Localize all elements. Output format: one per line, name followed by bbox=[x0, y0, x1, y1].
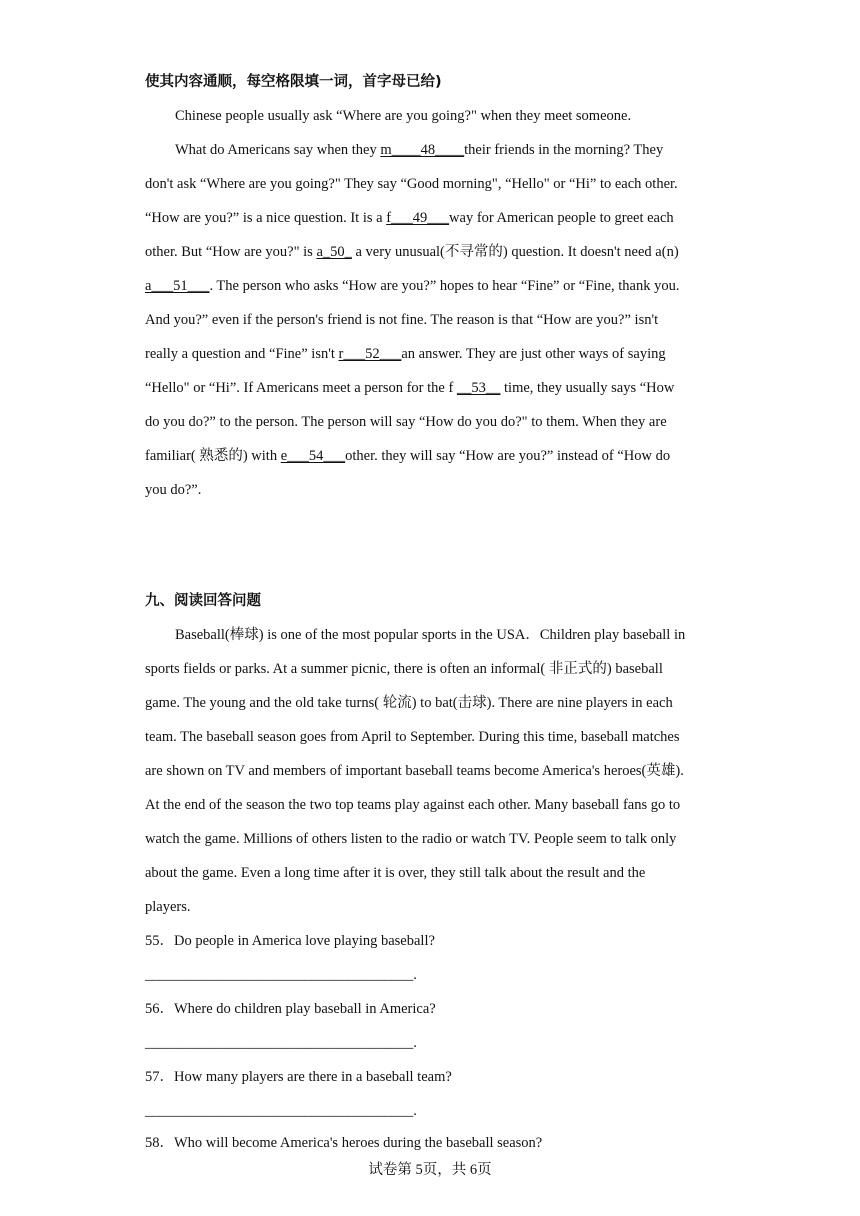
passage-line: about the game. Even a long time after it is over, they still talk about the result and the bbox=[145, 865, 646, 881]
passage-line: Baseball(棒球) is one of the most popular sports in the USA．Children play baseball in bbox=[175, 627, 686, 643]
blank-48[interactable]: m____48____ bbox=[380, 142, 465, 158]
page-footer: 试卷第 5页，共 6页 bbox=[368, 1162, 492, 1178]
passage-line: At the end of the season the two top teams play against each other. Many baseball fans go to bbox=[145, 797, 681, 813]
passage-line: players. bbox=[145, 899, 191, 915]
passage-line: “Hello" or “Hi”. If Americans meet a person for the f __53__ time, they usually says “How bbox=[145, 380, 675, 396]
passage-line: really a question and “Fine” isn't r___52___an answer. They are just other ways of saying bbox=[145, 346, 666, 362]
passage-line: team. The baseball season goes from April to September. During this time, baseball matches bbox=[145, 729, 680, 745]
question-57: 57．How many players are there in a baseball team? bbox=[145, 1069, 452, 1085]
blank-54[interactable]: e___54___ bbox=[280, 448, 346, 464]
passage-line: a___51___. The person who asks “How are you?” hopes to hear “Fine” or “Fine, thank you. bbox=[145, 278, 680, 294]
blank-51[interactable]: a___51___ bbox=[145, 278, 210, 294]
section-title: 九、阅读回答问题 bbox=[145, 593, 261, 609]
blank-50[interactable]: a_50_ bbox=[316, 244, 352, 260]
passage-line: Chinese people usually ask “Where are you going?" when they meet someone. bbox=[175, 108, 632, 124]
passage-line: other. But “How are you?" is a_50_ a very unusual(不寻常的) question. It doesn't need a(n) bbox=[145, 244, 679, 260]
passage-line: do you do?” to the person. The person will say “How do you do?" to them. When they are bbox=[145, 414, 667, 430]
blank-49[interactable]: f___49___ bbox=[386, 210, 450, 226]
passage-line: you do?”. bbox=[145, 482, 202, 498]
passage-line: are shown on TV and members of important baseball teams become America's heroes(英雄). bbox=[145, 763, 684, 779]
passage-line: “How are you?” is a nice question. It is a f___49___way for American people to greet each bbox=[145, 210, 674, 226]
answer-line-57[interactable]: _____________________________________. bbox=[145, 1103, 417, 1119]
passage-line: watch the game. Millions of others listen to the radio or watch TV. People seem to talk only bbox=[145, 831, 677, 847]
passage-line: And you?” even if the person's friend is not fine. The reason is that “How are you?” isn't bbox=[145, 312, 659, 328]
question-55: 55．Do people in America love playing baseball? bbox=[145, 933, 435, 949]
passage-line: don't ask “Where are you going?" They say “Good morning", “Hello" or “Hi” to each other. bbox=[145, 176, 678, 192]
question-56: 56．Where do children play baseball in America? bbox=[145, 1001, 436, 1017]
question-58: 58．Who will become America's heroes during the baseball season? bbox=[145, 1135, 543, 1151]
answer-line-56[interactable]: _____________________________________. bbox=[145, 1035, 417, 1051]
blank-53[interactable]: __53__ bbox=[456, 380, 501, 396]
section-instruction: 使其内容通顺，每空格限填一词，首字母已给) bbox=[145, 74, 442, 90]
answer-line-55[interactable]: _____________________________________. bbox=[145, 967, 417, 983]
passage-line: game. The young and the old take turns( 轮流) to bat(击球). There are nine players in each bbox=[145, 695, 673, 711]
blank-52[interactable]: r___52___ bbox=[338, 346, 402, 362]
passage-line: What do Americans say when they m____48____their friends in the morning? They bbox=[175, 142, 664, 158]
passage-line: familiar( 熟悉的) with e___54___other. they will say “How are you?” instead of “How do bbox=[145, 448, 671, 464]
passage-line: sports fields or parks. At a summer picnic, there is often an informal( 非正式的) baseball bbox=[145, 661, 663, 677]
